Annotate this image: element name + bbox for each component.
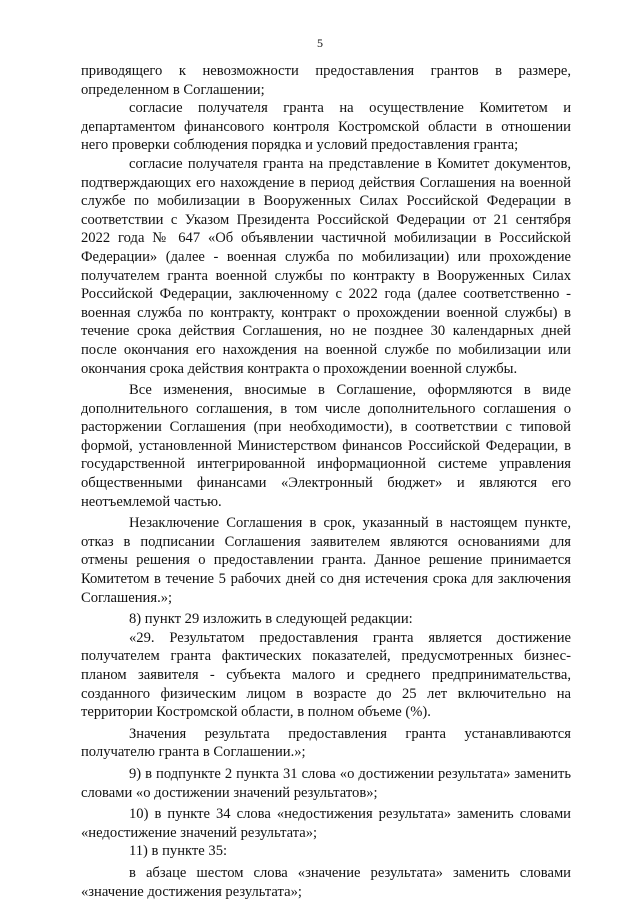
paragraph-continuation: приводящего к невозможности предоставления грантов в размере, определенном в Соглашении; [81,63,571,98]
paragraph-item-9: 9) в подпункте 2 пункта 31 слова «о достижении результата» заменить словами «о достижении значений результатов»; [81,765,571,801]
paragraph-result-values: Значения результата предоставления гранта устанавливаются получателю гранта в Соглашении.»; [81,725,571,761]
paragraph-clause-29: «29. Результатом предоставления гранта является достижение получателем гранта фактических показателей, предусмотренных бизнес-планом заявителя - субъекта малого и среднего предпринимательства, созданного физическим лицом в возрасте до 25 лет включительно на территории Костромской области, в полном объеме (%). [81,629,571,721]
paragraph-item-11: 11) в пункте 35: [129,843,228,860]
paragraph-sixth-subparagraph: в абзаце шестом слова «значение результата» заменить словами «значение достижения результата»; [81,864,571,900]
paragraph-consent-inspection: согласие получателя гранта на осуществление Комитетом и департаментом финансового контроля Костромской области в отношении него проверки соблюдения порядка и условий предоставления гранта; [81,100,571,154]
paragraph-consent-military-documents: согласие получателя гранта на представление в Комитет документов, подтверждающих его нахождение в период действия Соглашения на военной службе по мобилизации в Вооруженных Силах Российской Федерации в соответствии с Указом Президента Российской Федерации от 21 сентября 2022 года № 647 «Об объявлении частичной мобилизации в Российской Федерации» (далее - военная служба по мобилизации) или прохождение получателем гранта военной службы по контракту в Вооруженных Силах Российской Федерации, заключенному с 2022 года (далее соответственно - военная служба по контракту, контракт о прохождении военной службы) в течение срока действия Соглашения, но не позднее 30 календарных дней после окончания его нахождения на военной службе по мобилизации или окончания срока действия контракта о прохождении военной службы. [81,155,571,377]
page-number: 5 [317,36,323,50]
paragraph-item-8: 8) пункт 29 изложить в следующей редакции: [129,611,413,628]
document-body [81,62,571,901]
paragraph-item-10: 10) в пункте 34 слова «недостижения результата» заменить словами «недостижение значений результата»; [81,806,571,841]
paragraph-non-conclusion: Незаключение Соглашения в срок, указанный в настоящем пункте, отказ в подписании Соглашения заявителем являются основаниями для отмены решения о предоставлении гранта. Данное решение принимается Комитетом в течение 5 рабочих дней со дня истечения срока для заключения Соглашения.»; [81,515,571,606]
paragraph-agreement-changes: Все изменения, вносимые в Соглашение, оформляются в виде дополнительного соглашения, в том числе дополнительного соглашения о расторжении Соглашения (при необходимости), в соответствии с типовой формой, установленной Министерством финансов Российской Федерации, в государственной интегрированной информационной системе управления общественными финансами «Электронный бюджет» и являются его неотъемлемой частью. [81,382,571,510]
